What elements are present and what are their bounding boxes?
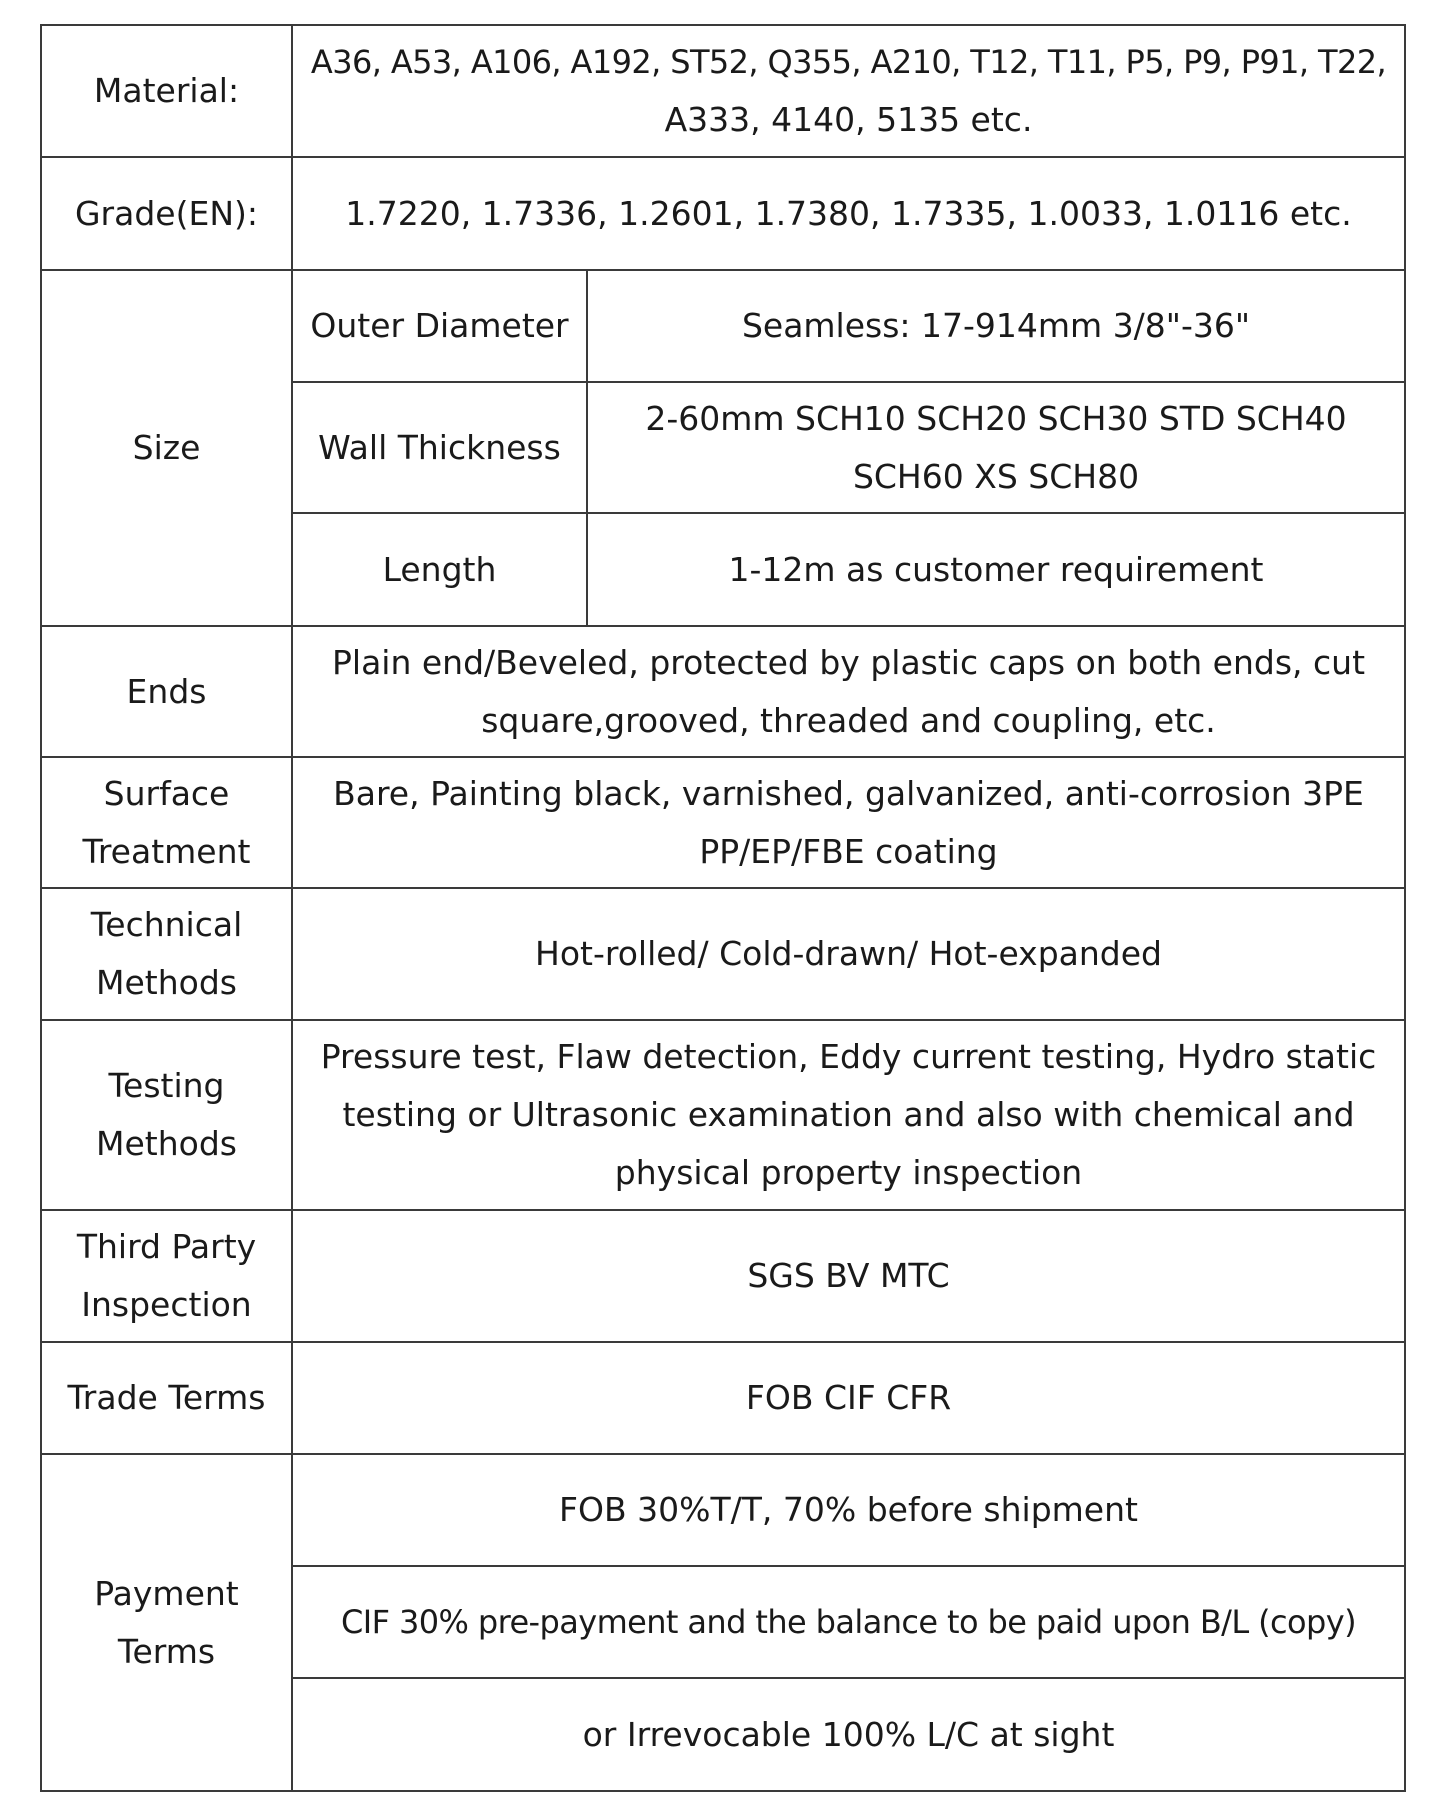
specification-table bbox=[40, 24, 1406, 1792]
testing-methods-label-line2: Methods bbox=[96, 1124, 237, 1163]
length-label-text: Length bbox=[382, 549, 497, 589]
wall-thickness-label-text: Wall Thickness bbox=[318, 427, 561, 467]
third-party-inspection-label-line1: Third Party bbox=[76, 1227, 257, 1266]
size-label-text: Size bbox=[132, 428, 201, 467]
size-label bbox=[41, 270, 292, 626]
wall-thickness-value bbox=[587, 382, 1405, 513]
payment-terms-label-line1: Payment bbox=[94, 1573, 239, 1613]
technical-methods-label bbox=[41, 888, 292, 1020]
length-value bbox=[587, 513, 1405, 626]
surface-treatment-label-line1: Surface bbox=[103, 773, 230, 813]
material-value bbox=[292, 25, 1405, 157]
technical-methods-value-text: Hot-rolled/ Cold-drawn/ Hot-expanded bbox=[535, 934, 1162, 973]
outer-diameter-value bbox=[587, 270, 1405, 382]
ends-label bbox=[41, 626, 292, 757]
payment-terms-label bbox=[41, 1454, 292, 1791]
grade-label-text: Grade(EN): bbox=[74, 193, 258, 233]
payment-option-row-1 bbox=[41, 1454, 1405, 1566]
grade-value-text: 1.7220, 1.7336, 1.2601, 1.7380, 1.7335, 1.0033, 1.0116 etc. bbox=[345, 193, 1352, 233]
outer-diameter-label bbox=[292, 270, 587, 382]
payment-option-1 bbox=[292, 1454, 1405, 1566]
grade-label bbox=[41, 157, 292, 270]
length-label bbox=[292, 513, 587, 626]
third-party-inspection-row bbox=[41, 1210, 1405, 1342]
material-value-line1: A36, A53, A106, A192, ST52, Q355, A210, T12, T11, P5, P9, P91, T22, bbox=[310, 43, 1387, 81]
ends-row bbox=[41, 626, 1405, 757]
material-row bbox=[41, 25, 1405, 157]
technical-methods-value bbox=[292, 888, 1405, 1020]
third-party-inspection-value bbox=[292, 1210, 1405, 1342]
surface-treatment-value bbox=[292, 757, 1405, 888]
payment-terms-label-line2: Terms bbox=[117, 1631, 216, 1671]
material-label-text: Material: bbox=[93, 71, 240, 110]
testing-methods-value-line3: physical property inspection bbox=[614, 1153, 1083, 1192]
ends-value bbox=[292, 626, 1405, 757]
third-party-inspection-label-line2: Inspection bbox=[81, 1285, 252, 1324]
surface-treatment-row bbox=[41, 757, 1405, 888]
testing-methods-value-line1: Pressure test, Flaw detection, Eddy current testing, Hydro static bbox=[320, 1037, 1377, 1076]
size-outer-diameter-row bbox=[41, 270, 1405, 382]
trade-terms-row bbox=[41, 1342, 1405, 1454]
testing-methods-label-line1: Testing bbox=[108, 1066, 225, 1105]
payment-option-1-text: FOB 30%T/T, 70% before shipment bbox=[559, 1490, 1138, 1529]
outer-diameter-value-text: Seamless: 17-914mm 3/8"-36" bbox=[741, 306, 1251, 345]
payment-option-3-text: or Irrevocable 100% L/C at sight bbox=[582, 1714, 1115, 1754]
trade-terms-value bbox=[292, 1342, 1405, 1454]
ends-value-line1: Plain end/Beveled, protected by plastic caps on both ends, cut bbox=[332, 642, 1366, 682]
surface-treatment-value-line1: Bare, Painting black, varnished, galvanized, anti-corrosion 3PE bbox=[333, 773, 1364, 813]
material-value-line2: A333, 4140, 5135 etc. bbox=[664, 100, 1033, 139]
trade-terms-value-text: FOB CIF CFR bbox=[745, 1378, 952, 1417]
payment-option-2 bbox=[292, 1566, 1405, 1678]
technical-methods-row bbox=[41, 888, 1405, 1020]
wall-thickness-value-line1: 2-60mm SCH10 SCH20 SCH30 STD SCH40 bbox=[645, 398, 1347, 438]
ends-value-line2: square,grooved, threaded and coupling, etc. bbox=[481, 700, 1216, 740]
surface-treatment-label-line2: Treatment bbox=[82, 831, 251, 871]
surface-treatment-value-line2: PP/EP/FBE coating bbox=[699, 831, 998, 871]
grade-value bbox=[292, 157, 1405, 270]
ends-label-text: Ends bbox=[126, 671, 207, 711]
payment-option-3 bbox=[292, 1678, 1405, 1791]
third-party-inspection-label bbox=[41, 1210, 292, 1342]
technical-methods-label-line1: Technical bbox=[90, 905, 243, 944]
testing-methods-value bbox=[292, 1020, 1405, 1210]
outer-diameter-label-text: Outer Diameter bbox=[310, 306, 569, 345]
wall-thickness-label bbox=[292, 382, 587, 513]
length-value-text: 1-12m as customer requirement bbox=[728, 549, 1264, 589]
testing-methods-value-line2: testing or Ultrasonic examination and also with chemical and bbox=[342, 1095, 1355, 1134]
payment-option-2-text: CIF 30% pre-payment and the balance to be paid upon B/L (copy) bbox=[341, 1603, 1356, 1641]
grade-row bbox=[41, 157, 1405, 270]
trade-terms-label-text: Trade Terms bbox=[67, 1378, 266, 1417]
testing-methods-row bbox=[41, 1020, 1405, 1210]
third-party-inspection-value-text: SGS BV MTC bbox=[747, 1256, 950, 1295]
trade-terms-label bbox=[41, 1342, 292, 1454]
testing-methods-label bbox=[41, 1020, 292, 1210]
surface-treatment-label bbox=[41, 757, 292, 888]
material-label bbox=[41, 25, 292, 157]
technical-methods-label-line2: Methods bbox=[96, 963, 237, 1002]
wall-thickness-value-line2: SCH60 XS SCH80 bbox=[852, 456, 1140, 496]
